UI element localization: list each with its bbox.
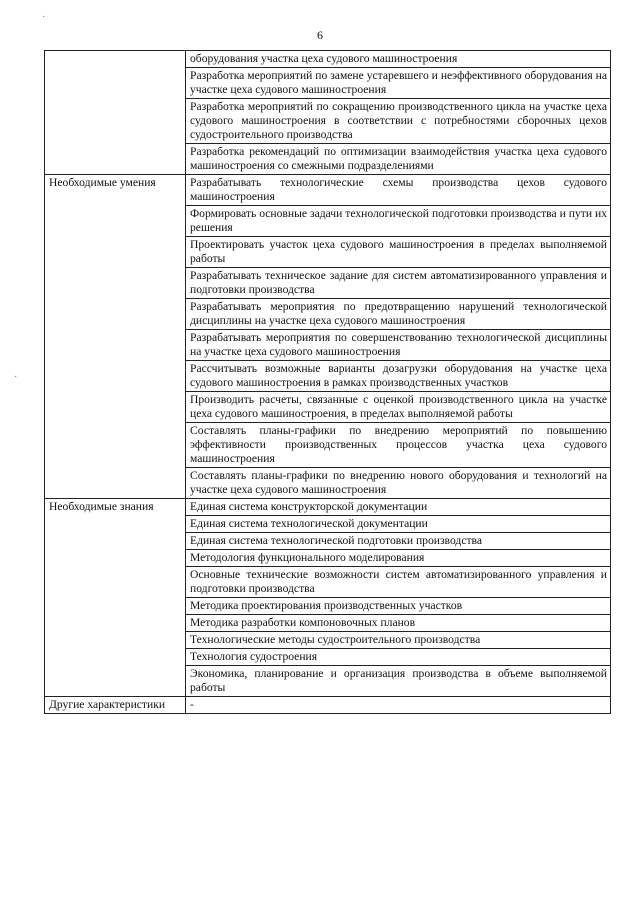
requirement-item: Проектировать участок цеха судового машиностроения в пределах выполняемой работы <box>186 237 611 268</box>
requirements-table <box>44 50 611 714</box>
requirement-item: Рассчитывать возможные варианты дозагрузки оборудования на участке цеха судового машиностроения в рамках производственных участков <box>186 361 611 392</box>
requirement-item: Единая система конструкторской документации <box>186 499 611 516</box>
section-label <box>45 51 186 175</box>
table-row <box>45 697 611 714</box>
requirement-item: Методика проектирования производственных участков <box>186 598 611 615</box>
requirement-item: Основные технические возможности систем автоматизированного управления и подготовки производства <box>186 567 611 598</box>
requirement-item: Методология функционального моделирования <box>186 550 611 567</box>
requirement-item: Разрабатывать техническое задание для систем автоматизированного управления и подготовки производства <box>186 268 611 299</box>
table-row <box>45 51 611 68</box>
requirement-item: Единая система технологической документации <box>186 516 611 533</box>
requirement-item: Разрабатывать мероприятия по предотвращению нарушений технологической дисциплины на участке цеха судового машиностроения <box>186 299 611 330</box>
requirement-item: - <box>186 697 611 714</box>
requirement-item: Производить расчеты, связанные с оценкой производственного цикла на участке цеха судового машиностроения, в пределах выполняемой работы <box>186 392 611 423</box>
requirement-item: Разрабатывать технологические схемы производства цехов судового машиностроения <box>186 175 611 206</box>
requirement-item: Технологические методы судостроительного производства <box>186 632 611 649</box>
requirement-item: Формировать основные задачи технологической подготовки производства и пути их решения <box>186 206 611 237</box>
corner-mark: · <box>42 12 46 23</box>
table-row <box>45 499 611 516</box>
section-label: Необходимые знания <box>45 499 186 697</box>
requirement-item: Разработка рекомендаций по оптимизации взаимодействия участка цеха судового машиностроения со смежными подразделениями <box>186 144 611 175</box>
page-number: 6 <box>317 28 323 42</box>
requirement-item: оборудования участка цеха судового машиностроения <box>186 51 611 68</box>
requirement-item: Экономика, планирование и организация производства в объеме выполняемой работы <box>186 666 611 697</box>
requirement-item: Единая система технологической подготовки производства <box>186 533 611 550</box>
requirement-item: Разработка мероприятий по замене устаревшего и неэффективного оборудования на участке цеха судового машиностроения <box>186 68 611 99</box>
requirement-item: Составлять планы-графики по внедрению мероприятий по повышению эффективности производственных процессов участка цеха судового машиностроения <box>186 423 611 468</box>
requirement-item: Технология судостроения <box>186 649 611 666</box>
requirement-item: Составлять планы-графики по внедрению нового оборудования и технологий на участке цеха судового машиностроения <box>186 468 611 499</box>
requirement-item: Методика разработки компоновочных планов <box>186 615 611 632</box>
section-label: Необходимые умения <box>45 175 186 499</box>
requirement-item: Разрабатывать мероприятия по совершенствованию технологической дисциплины на участке цеха судового машиностроения <box>186 330 611 361</box>
table-row <box>45 175 611 206</box>
side-mark: · <box>14 372 18 383</box>
section-label: Другие характеристики <box>45 697 186 714</box>
requirement-item: Разработка мероприятий по сокращению производственного цикла на участке цеха судового машиностроения в соответствии с потребностями сборочных цехов судостроительного производства <box>186 99 611 144</box>
